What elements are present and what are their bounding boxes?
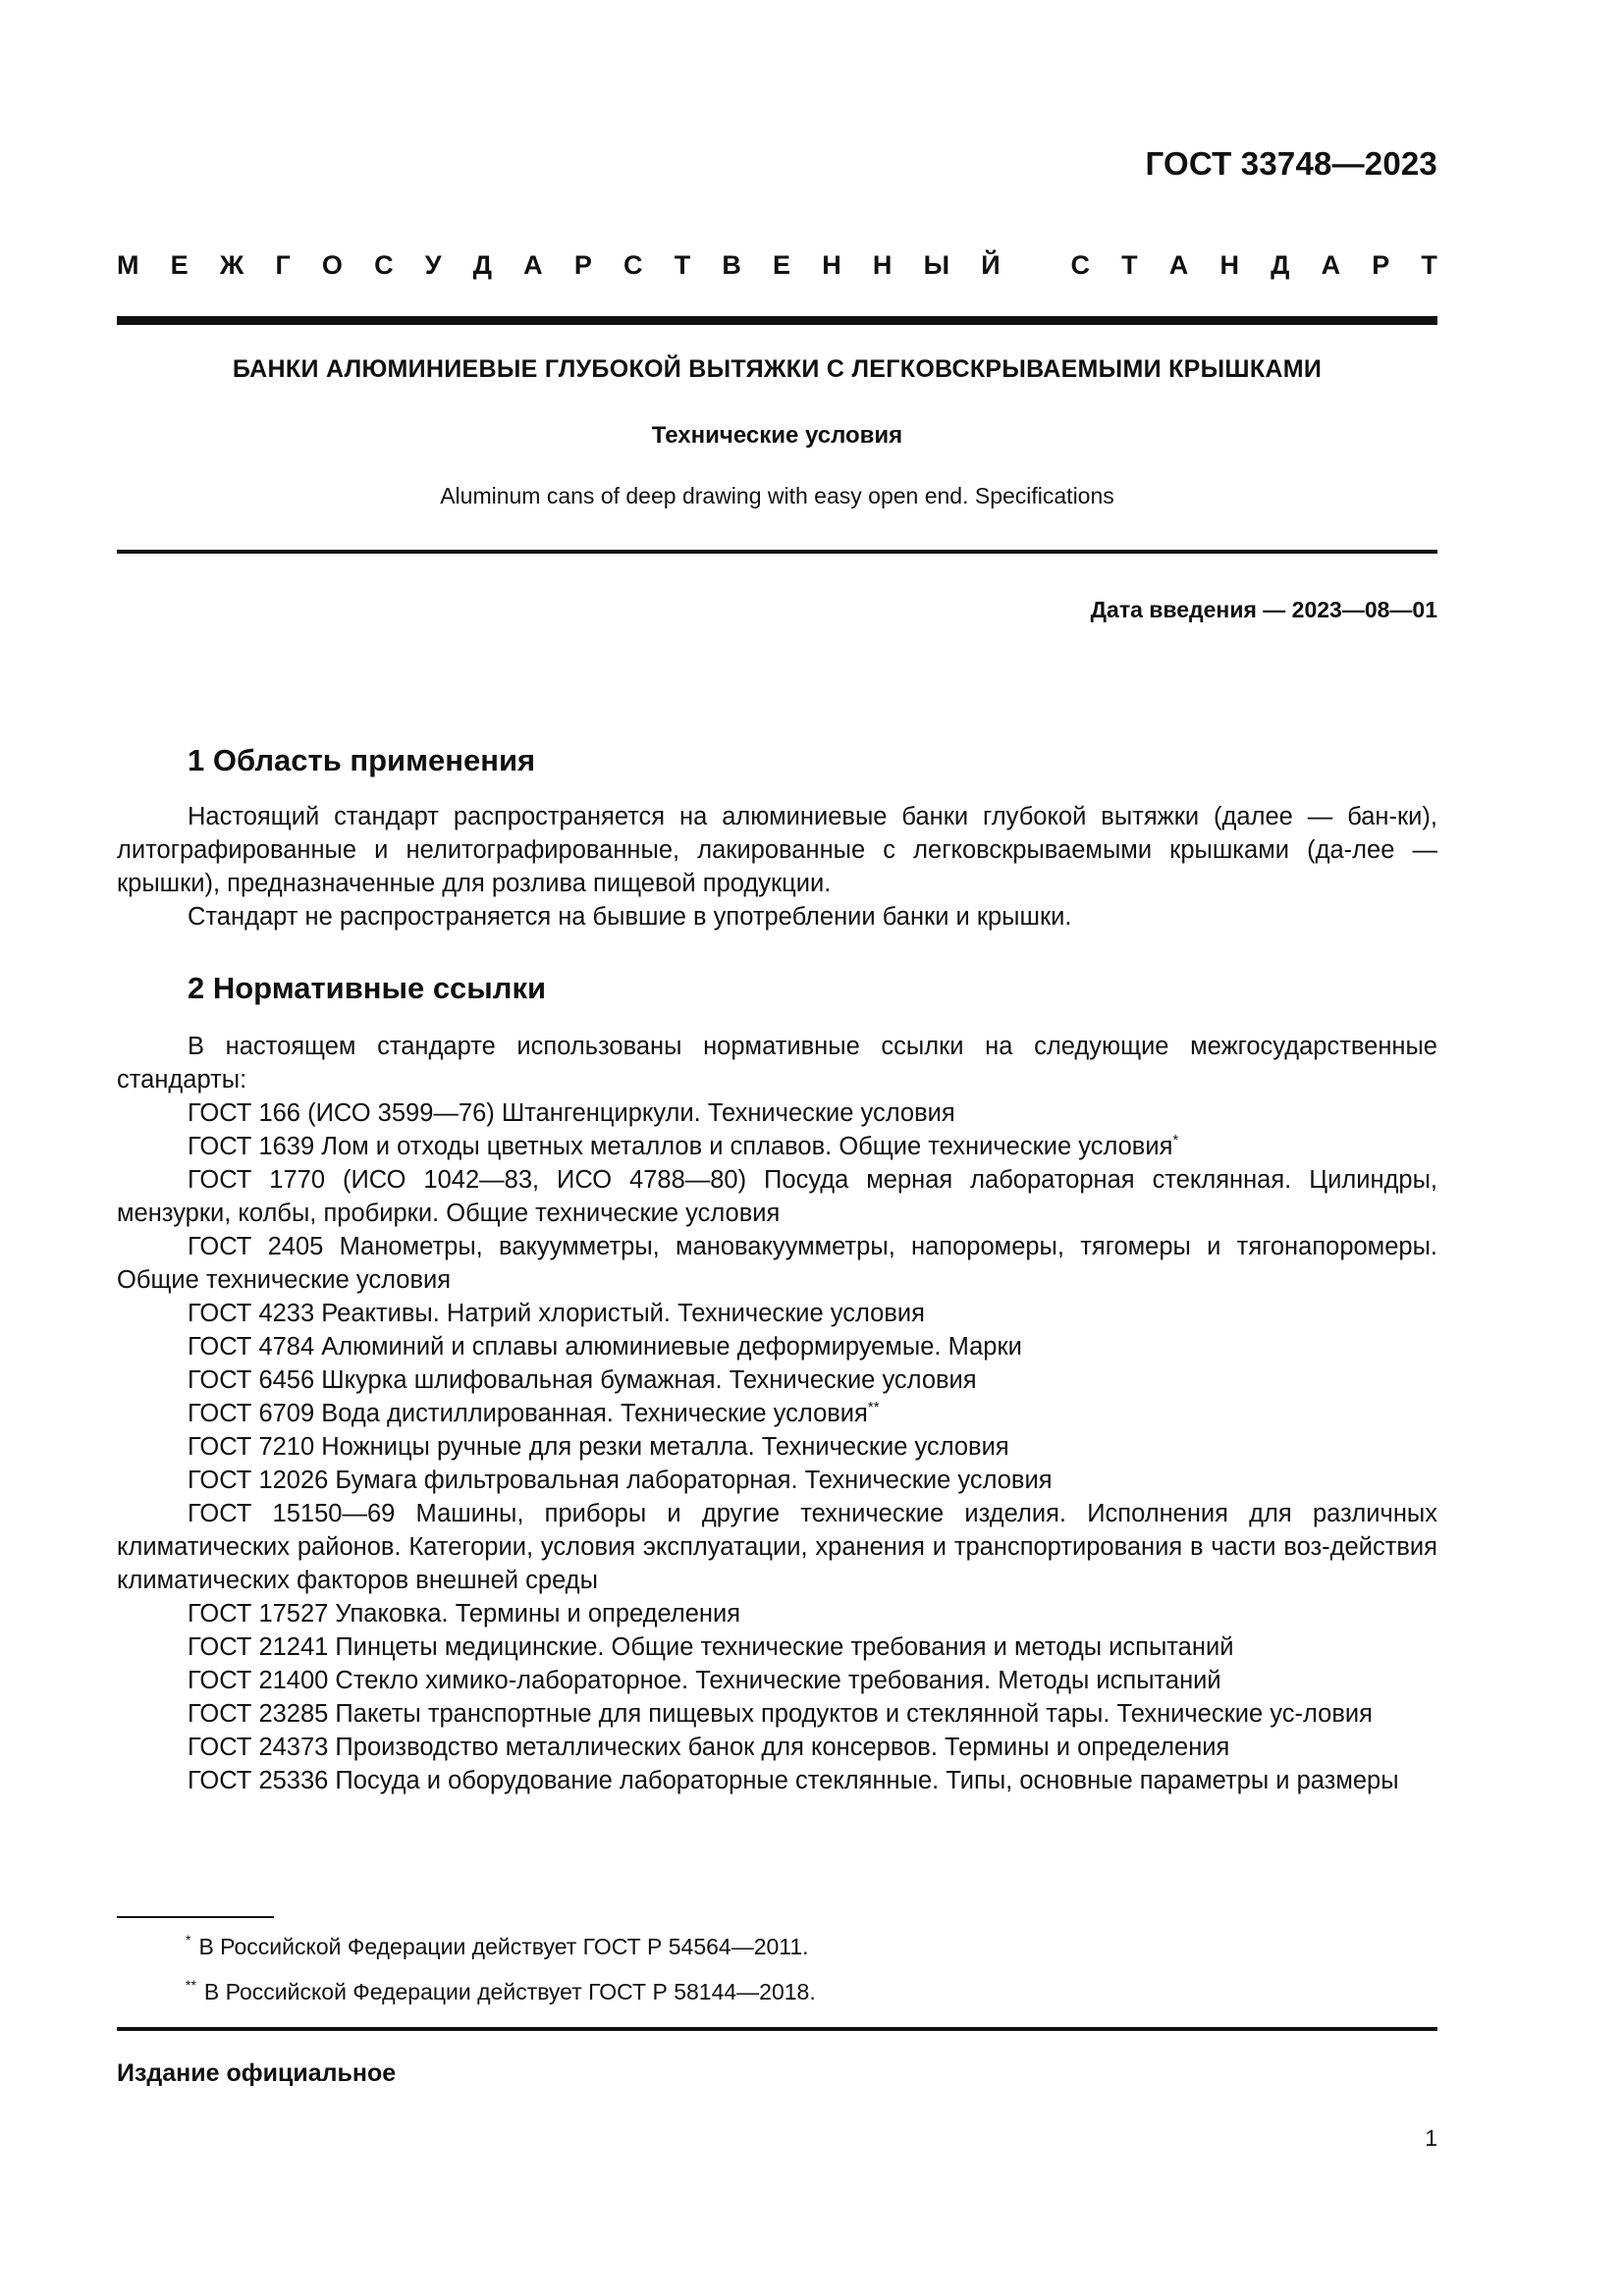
category-letter: У: [424, 250, 442, 280]
reference-text: ГОСТ 15150—69 Машины, приборы и другие технические изделия. Исполнения для различных климатических районов. Категории, условия эксплуатации, хранения и транспортирования в части воз-действия климатических факторов внешней среды: [117, 1500, 1437, 1594]
category-letter: Е: [773, 250, 791, 280]
reference-text: ГОСТ 21400 Стекло химико-лабораторное. Технические требования. Методы испытаний: [188, 1667, 1221, 1694]
reference-text: ГОСТ 17527 Упаковка. Термины и определения: [188, 1600, 741, 1628]
header-divider: [117, 316, 1437, 325]
title-divider: [117, 550, 1437, 554]
footnote-marker: **: [867, 1399, 880, 1415]
category-letter: Т: [1421, 250, 1437, 280]
reference-item: [117, 1497, 1437, 1597]
category-letter: С: [623, 250, 643, 280]
document-title: БАНКИ АЛЮМИНИЕВЫЕ ГЛУБОКОЙ ВЫТЯЖКИ С ЛЕГКОВСКРЫВАЕМЫМИ КРЫШКАМИ: [232, 355, 1323, 383]
paragraph: Стандарт не распространяется на бывшие в употреблении банки и крышки.: [188, 903, 1072, 931]
footer-divider: [117, 2027, 1437, 2031]
section-heading: 2 Нормативные ссылки: [188, 971, 547, 1005]
reference-text: ГОСТ 2405 Манометры, вакуумметры, мановакуумметры, напоромеры, тягомеры и тягонапоромеры. Общие технические условия: [117, 1233, 1437, 1294]
reference-item: [117, 1664, 1437, 1697]
reference-item: [117, 1397, 1437, 1430]
category-letter: Н: [1219, 250, 1239, 280]
standard-category-title: [117, 250, 1437, 281]
category-letter: М: [117, 250, 139, 280]
category-letter: Т: [1121, 250, 1138, 280]
reference-item: [117, 1096, 1437, 1130]
category-letter: А: [1168, 250, 1189, 280]
category-letter: Н: [822, 250, 841, 280]
reference-text: ГОСТ 25336 Посуда и оборудование лабораторные стеклянные. Типы, основные параметры и размеры: [188, 1767, 1399, 1794]
footnote-text: В Российской Федерации действует ГОСТ Р 54564—2011.: [198, 1934, 809, 1959]
reference-item: [117, 1363, 1437, 1397]
reference-item: [117, 1163, 1437, 1230]
footnote-mark: **: [186, 1977, 196, 1993]
reference-item: [117, 1330, 1437, 1363]
reference-item: [117, 1130, 1437, 1163]
category-letter: Р: [1372, 250, 1390, 280]
reference-text: ГОСТ 23285 Пакеты транспортные для пищевых продуктов и стеклянной тары. Технические ус-ловия: [188, 1700, 1373, 1728]
footnote-divider: [117, 1916, 274, 1918]
reference-text: ГОСТ 1639 Лом и отходы цветных металлов и сплавов. Общие технические условия: [188, 1133, 1173, 1160]
reference-text: ГОСТ 12026 Бумага фильтровальная лабораторная. Технические условия: [188, 1467, 1053, 1494]
category-letter: Р: [573, 250, 592, 280]
category-letter: Й: [981, 250, 1001, 280]
reference-text: ГОСТ 4784 Алюминий и сплавы алюминиевые деформируемые. Марки: [188, 1333, 1022, 1361]
footnote-mark: *: [186, 1932, 191, 1948]
reference-item: [117, 1464, 1437, 1497]
reference-text: ГОСТ 6456 Шкурка шлифовальная бумажная. Технические условия: [188, 1366, 977, 1394]
category-letter: О: [321, 250, 343, 280]
category-letter: В: [722, 250, 741, 280]
footnote-text: В Российской Федерации действует ГОСТ Р 58144—2018.: [203, 1979, 816, 2004]
reference-text: ГОСТ 7210 Ножницы ручные для резки металла. Технические условия: [188, 1433, 1009, 1461]
category-letter: А: [523, 250, 543, 280]
reference-item: [117, 1430, 1437, 1464]
category-letter: Ы: [923, 250, 950, 280]
footnote-marker: *: [1172, 1132, 1179, 1148]
reference-item: [117, 1764, 1437, 1797]
footnotes: [117, 1924, 1437, 2014]
category-letter: Н: [872, 250, 893, 280]
category-letter: С: [1070, 250, 1090, 280]
category-letter: Д: [472, 250, 492, 280]
category-letter: Г: [275, 250, 291, 280]
page-number: 1: [1425, 2125, 1437, 2151]
reference-text: ГОСТ 1770 (ИСО 1042—83, ИСО 4788—80) Посуда мерная лабораторная стеклянная. Цилиндры, мензурки, колбы, пробирки. Общие технические условия: [117, 1166, 1437, 1227]
category-letter: Ж: [219, 250, 244, 280]
reference-text: ГОСТ 21241 Пинцеты медицинские. Общие технические требования и методы испытаний: [188, 1633, 1234, 1661]
introduction-date: Дата введения — 2023—08—01: [1090, 597, 1437, 622]
reference-item: [117, 1697, 1437, 1731]
reference-text: ГОСТ 24373 Производство металлических банок для консервов. Термины и определения: [188, 1734, 1230, 1761]
document-number: ГОСТ 33748—2023: [1145, 145, 1437, 182]
edition-label: Издание официальное: [117, 2059, 397, 2087]
category-letter: А: [1321, 250, 1341, 280]
document-body: [117, 741, 1437, 1797]
word-gap: [1032, 250, 1040, 281]
category-letter: Т: [674, 250, 691, 280]
reference-item: [117, 1230, 1437, 1297]
category-letter: Е: [170, 250, 189, 280]
footnote: [117, 1924, 1437, 1969]
reference-item: [117, 1597, 1437, 1630]
category-letter: С: [374, 250, 394, 280]
reference-text: ГОСТ 4233 Реактивы. Натрий хлористый. Технические условия: [188, 1300, 925, 1327]
reference-text: ГОСТ 6709 Вода дистиллированная. Технические условия: [188, 1400, 868, 1427]
english-title: Aluminum cans of deep drawing with easy open end. Specifications: [440, 483, 1114, 508]
paragraph: В настоящем стандарте использованы нормативные ссылки на следующие межгосударственные стандарты:: [117, 1033, 1437, 1094]
section-heading: 1 Область применения: [188, 743, 536, 777]
reference-text: ГОСТ 166 (ИСО 3599—76) Штангенциркули. Технические условия: [188, 1099, 955, 1127]
document-subtitle: Технические условия: [651, 422, 903, 449]
footnote: [117, 1969, 1437, 2014]
category-letter: Д: [1271, 250, 1290, 280]
reference-item: [117, 1297, 1437, 1330]
reference-item: [117, 1630, 1437, 1664]
paragraph: Настоящий стандарт распространяется на алюминиевые банки глубокой вытяжки (далее — бан-ки), литографированные и нелитографированные, лакированные с легковскрываемыми крышками (да-лее — крышки), предназначенные для розлива пищевой продукции.: [117, 803, 1437, 897]
reference-item: [117, 1731, 1437, 1764]
